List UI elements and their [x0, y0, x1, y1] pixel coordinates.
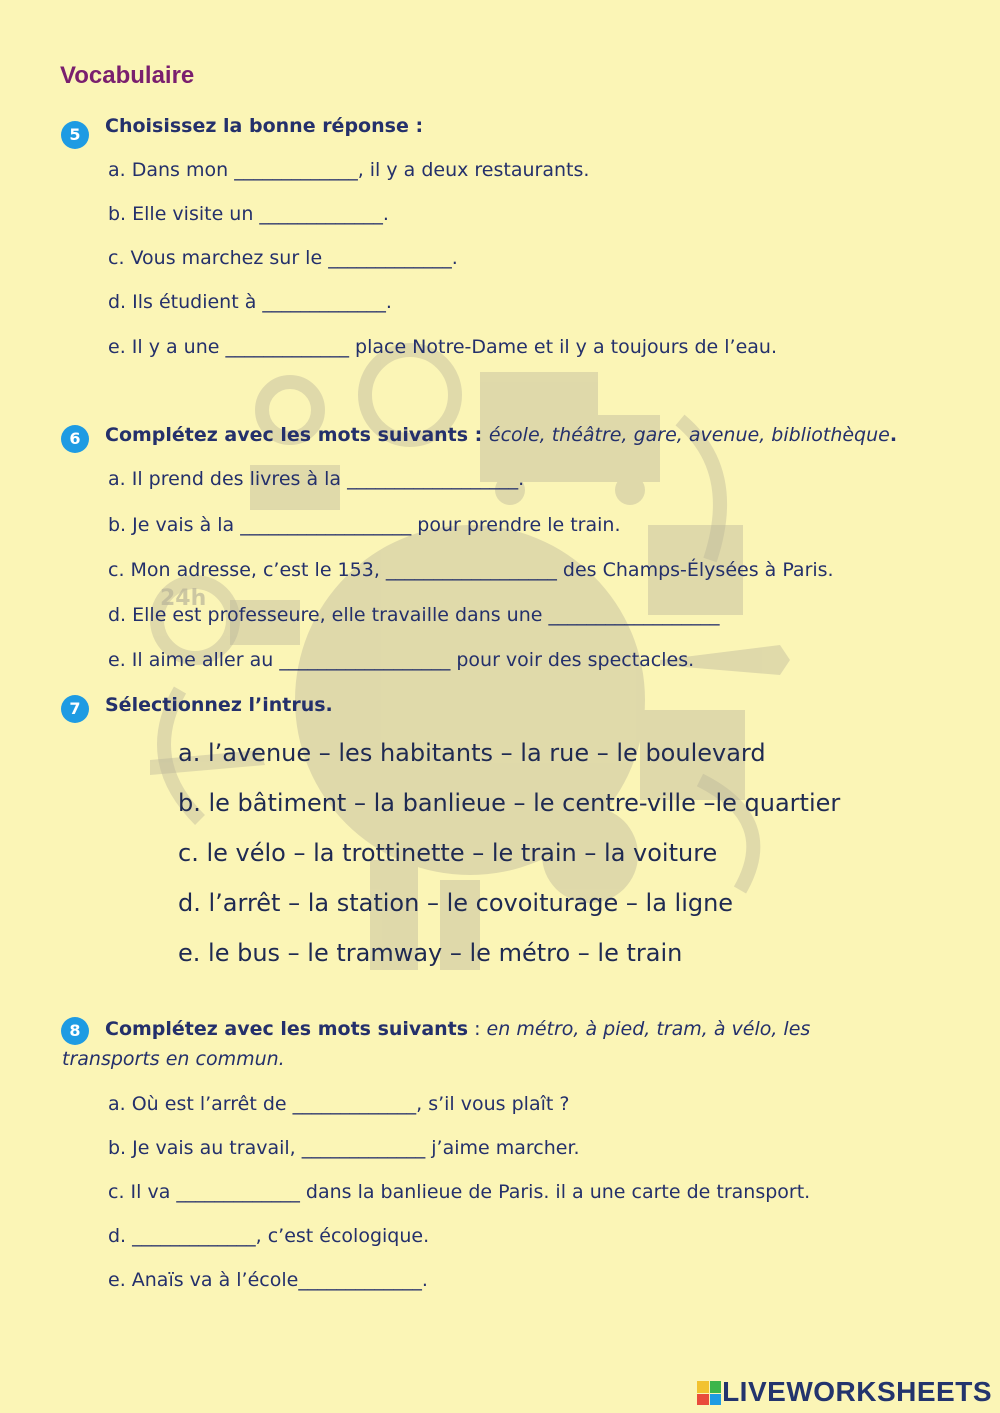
section-7-item-a[interactable]: a. l’avenue – les habitants – la rue – le boulevard: [178, 739, 766, 767]
section-6-word-list: école, théâtre, gare, avenue, bibliothèque: [488, 424, 890, 446]
section-6-number-badge: 6: [61, 425, 89, 453]
truck-wheel-shape: [615, 475, 645, 505]
section-6-item-a[interactable]: a. Il prend des livres à la __________________.: [108, 468, 525, 490]
section-6-instruction-end: .: [889, 424, 898, 446]
section-6-instruction: [105, 424, 897, 446]
section-5-instruction: Choisissez la bonne réponse :: [105, 115, 424, 137]
section-8-number-badge: 8: [61, 1017, 89, 1045]
section-6-instruction-text: Complétez avec les mots suivants :: [105, 424, 483, 446]
section-8-item-b[interactable]: b. Je vais au travail, _____________ j’aime marcher.: [108, 1137, 580, 1159]
section-8-item-d[interactable]: d. _____________, c’est écologique.: [108, 1225, 430, 1247]
section-7-item-b[interactable]: b. le bâtiment – la banlieue – le centre-ville –le quartier: [178, 789, 841, 817]
section-8-item-c[interactable]: c. Il va _____________ dans la banlieue de Paris. il a une carte de transport.: [108, 1181, 811, 1203]
section-6-item-c[interactable]: c. Mon adresse, c’est le 153, __________________ des Champs-Élysées à Paris.: [108, 559, 834, 581]
section-6-item-b[interactable]: b. Je vais à la __________________ pour prendre le train.: [108, 514, 621, 536]
section-7-item-e[interactable]: e. le bus – le tramway – le métro – le train: [178, 939, 683, 967]
section-8-separator: :: [468, 1018, 487, 1040]
section-7-item-c[interactable]: c. le vélo – la trottinette – le train – la voiture: [178, 839, 718, 867]
section-8-word-list: en métro, à pied, tram, à vélo, les transports en commun.: [62, 1018, 811, 1070]
section-5-item-c[interactable]: c. Vous marchez sur le _____________.: [108, 247, 458, 269]
section-8-instruction: [62, 1014, 902, 1074]
section-6-item-e[interactable]: e. Il aime aller au __________________ pour voir des spectacles.: [108, 649, 695, 671]
section-5-item-d[interactable]: d. Ils étudient à _____________.: [108, 291, 392, 313]
section-7-instruction: Sélectionnez l’intrus.: [105, 694, 333, 716]
watermark-24h-label: 24h: [160, 586, 207, 611]
section-5-item-b[interactable]: b. Elle visite un _____________.: [108, 203, 389, 225]
section-8-instruction-text: Complétez avec les mots suivants: [105, 1018, 469, 1040]
liveworksheets-brand[interactable]: LIVEWORKSHEETS: [722, 1376, 992, 1407]
section-7-number-badge: 7: [61, 695, 89, 723]
page-title: Vocabulaire: [60, 62, 195, 89]
liveworksheets-logo-icon: [697, 1381, 721, 1405]
section-5-number-badge: 5: [61, 121, 89, 149]
section-6-item-d[interactable]: d. Elle est professeure, elle travaille dans une __________________: [108, 604, 720, 626]
section-5-item-e[interactable]: e. Il y a une _____________ place Notre-Dame et il y a toujours de l’eau.: [108, 336, 777, 358]
section-8-item-a[interactable]: a. Où est l’arrêt de _____________, s’il vous plaît ?: [108, 1093, 570, 1115]
section-7-item-d[interactable]: d. l’arrêt – la station – le covoiturage – la ligne: [178, 889, 734, 917]
section-8-item-e[interactable]: e. Anaïs va à l’école_____________.: [108, 1269, 428, 1291]
section-5-item-a[interactable]: a. Dans mon _____________, il y a deux restaurants.: [108, 159, 590, 181]
